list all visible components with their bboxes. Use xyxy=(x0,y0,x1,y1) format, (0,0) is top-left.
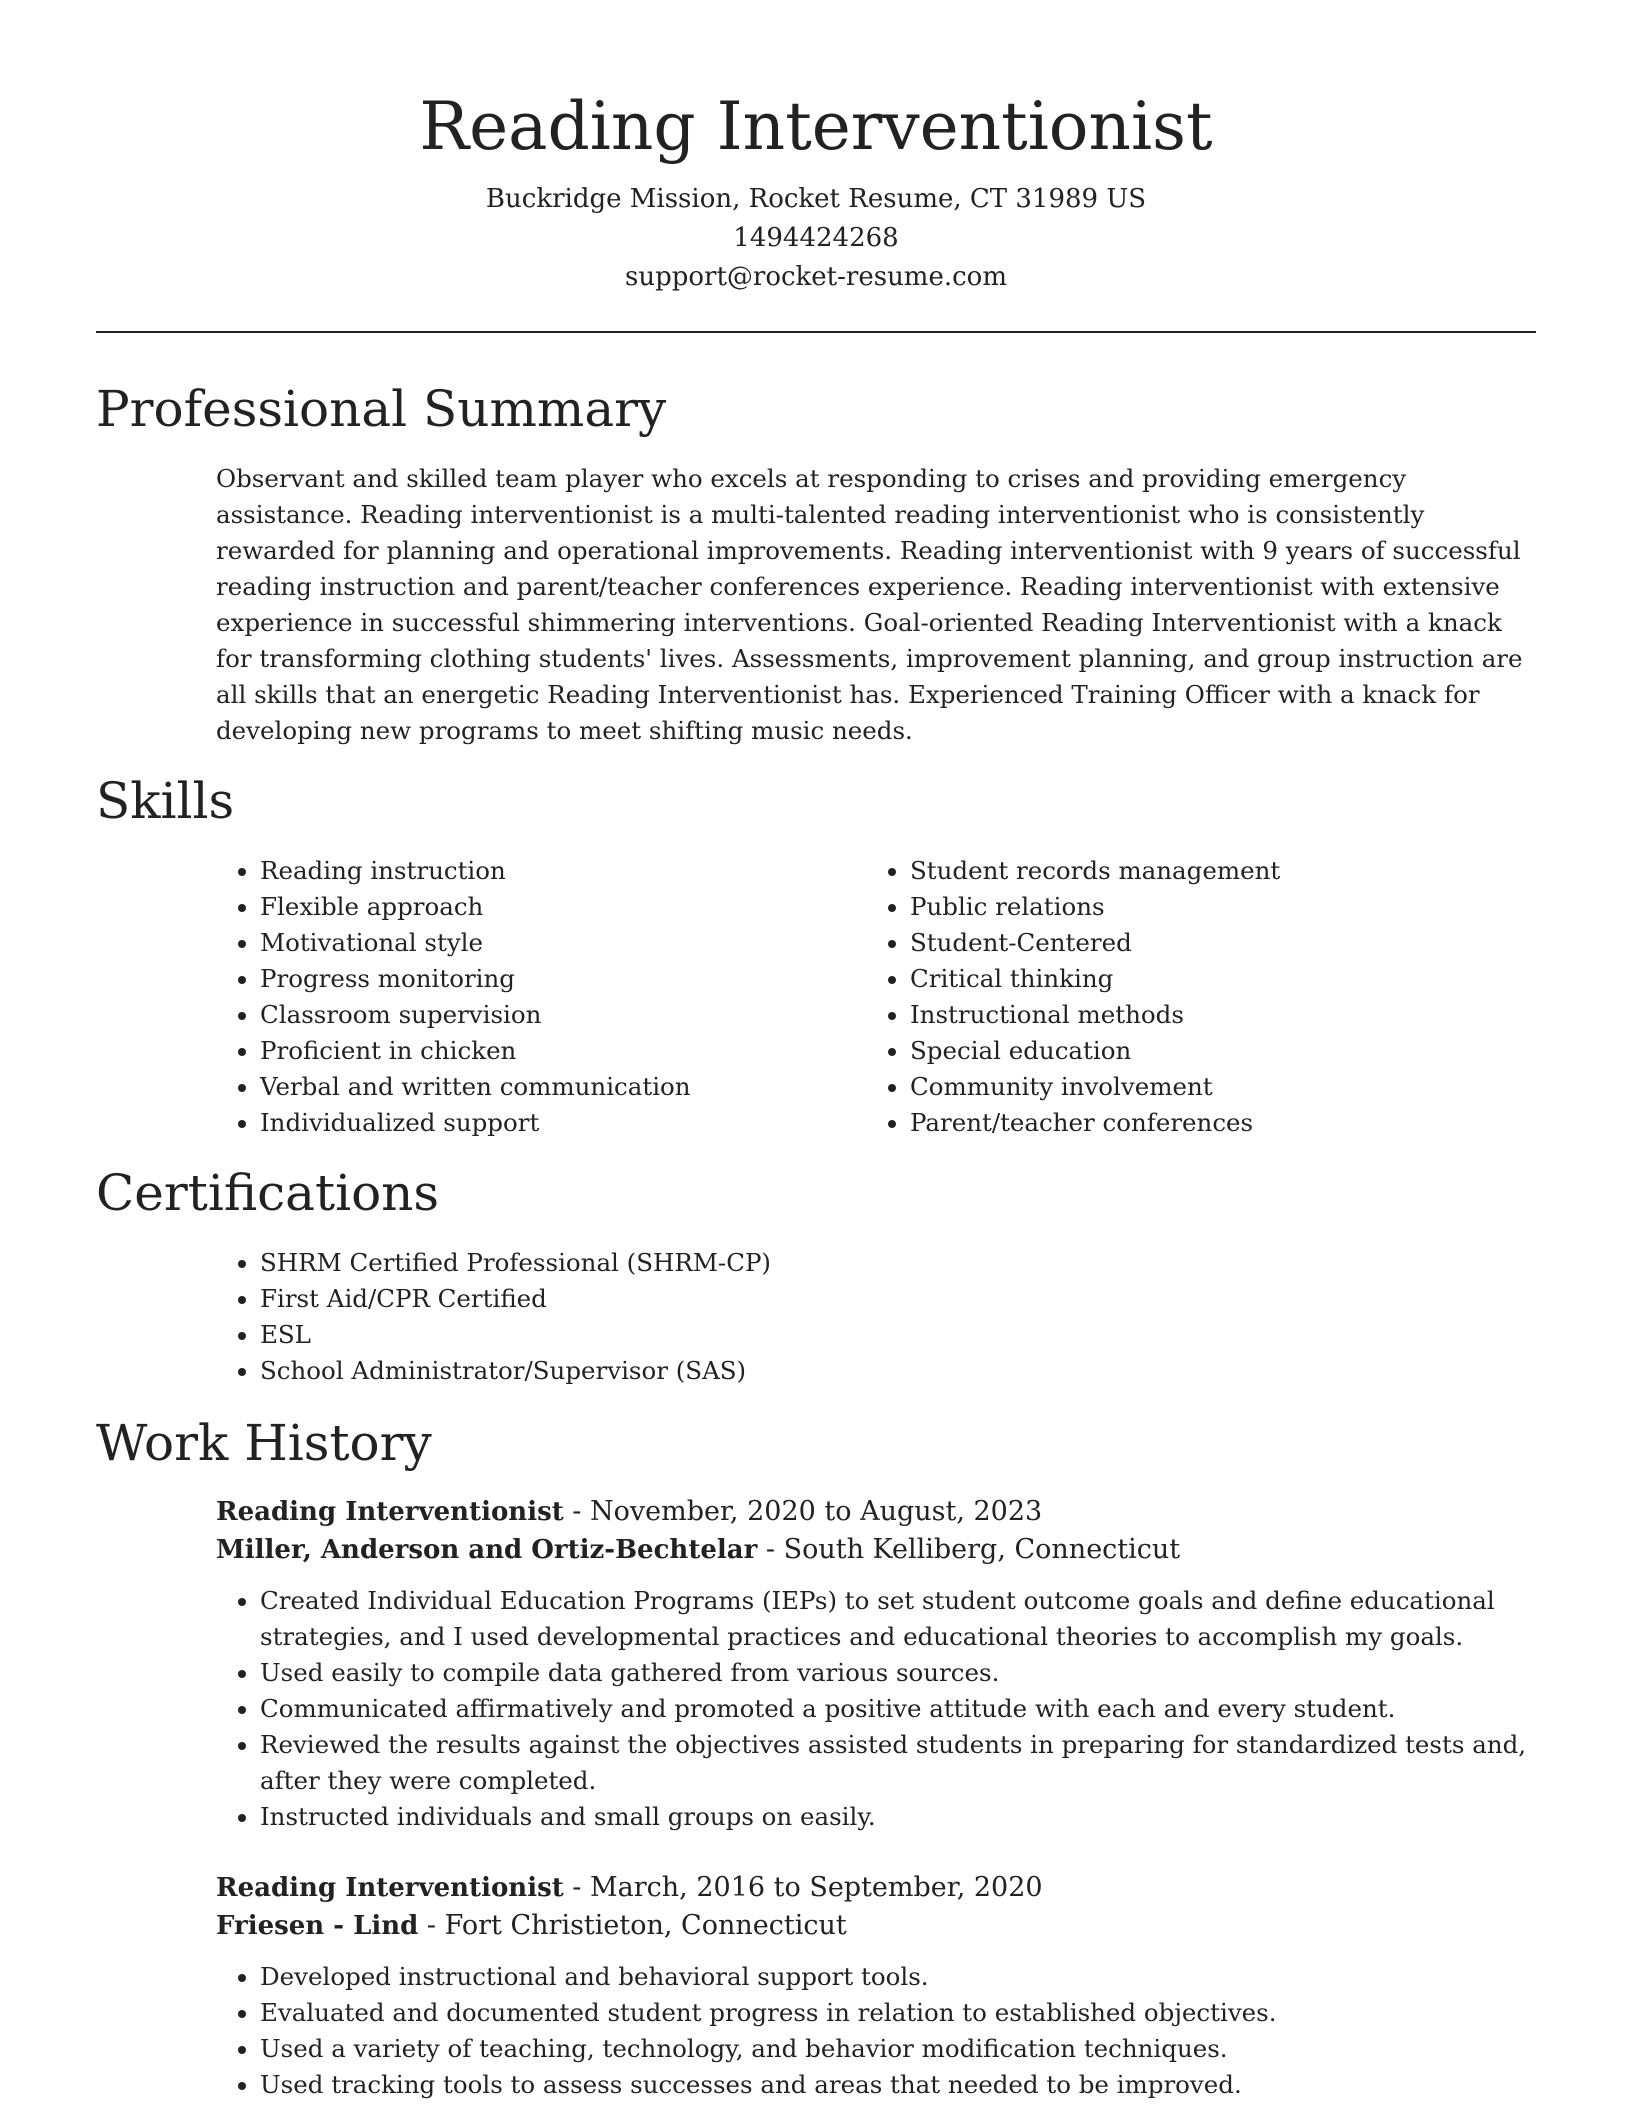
job-location: - Fort Christieton, Connecticut xyxy=(418,1910,847,1941)
job-location: - South Kelliberg, Connecticut xyxy=(757,1534,1181,1565)
skill-item: • Community involvement xyxy=(910,1069,1516,1105)
certification-item: • School Administrator/Supervisor (SAS) xyxy=(260,1353,1536,1389)
job-employer: Miller, Anderson and Ortiz-Bechtelar xyxy=(216,1535,758,1565)
skills-columns xyxy=(216,853,1536,1141)
skill-item: • Critical thinking xyxy=(910,961,1516,997)
job-duty: • Used tracking tools to assess successes and areas that needed to be improved. xyxy=(260,2067,1536,2103)
certification-item: • First Aid/CPR Certified xyxy=(260,1281,1536,1317)
contact-block xyxy=(96,180,1536,297)
skill-item: • Student records management xyxy=(910,853,1516,889)
job-duty: • Instructed individuals and small groups on easily. xyxy=(260,1799,1536,1835)
skill-item: • Proficient in chicken xyxy=(260,1033,866,1069)
summary-heading: Professional Summary xyxy=(96,380,667,438)
certifications-block xyxy=(216,1245,1536,1389)
skill-item: • Flexible approach xyxy=(260,889,866,925)
phone-number: 1494424268 xyxy=(733,223,899,253)
job-dates: - November, 2020 to August, 2023 xyxy=(563,1496,1043,1527)
job-title-line xyxy=(216,1869,1536,1907)
skill-item: • Special education xyxy=(910,1033,1516,1069)
job-duties-list xyxy=(216,1583,1536,1835)
skill-item: • Instructional methods xyxy=(910,997,1516,1033)
job-title: Reading Interventionist xyxy=(216,1497,564,1527)
job-duty: • Created Individual Education Programs (IEPs) to set student outcome goals and define educational strategies, and I used developmental practices and educational theories to accomplish my goals. xyxy=(260,1583,1536,1655)
candidate-name: Reading Interventionist xyxy=(419,88,1213,165)
job-duty: • Used a variety of teaching, technology, and behavior modification techniques. xyxy=(260,2031,1536,2067)
job-duty: • Evaluated and documented student progress in relation to established objectives. xyxy=(260,1995,1536,2031)
skill-item: • Public relations xyxy=(910,889,1516,925)
address: Buckridge Mission, Rocket Resume, CT 31989 US xyxy=(485,184,1147,214)
skills-heading: Skills xyxy=(96,772,235,830)
skill-item: • Progress monitoring xyxy=(260,961,866,997)
job-title: Reading Interventionist xyxy=(216,1873,564,1903)
job-entry xyxy=(216,1493,1536,1835)
job-duty: • Reviewed the results against the objectives assisted students in preparing for standardized tests and, after they were completed. xyxy=(260,1727,1536,1799)
job-duties-list xyxy=(216,1959,1536,2103)
job-employer-line xyxy=(216,1531,1536,1569)
certification-item: • ESL xyxy=(260,1317,1536,1353)
header-divider xyxy=(96,331,1536,333)
certification-item: • SHRM Certified Professional (SHRM-CP) xyxy=(260,1245,1536,1281)
skill-item: • Reading instruction xyxy=(260,853,866,889)
job-entry xyxy=(216,1869,1536,2103)
work-history-heading: Work History xyxy=(96,1414,432,1472)
skill-item: • Student-Centered xyxy=(910,925,1516,961)
job-duty: • Communicated affirmatively and promoted a positive attitude with each and every student. xyxy=(260,1691,1536,1727)
skill-item: • Parent/teacher conferences xyxy=(910,1105,1516,1141)
skill-item: • Individualized support xyxy=(260,1105,866,1141)
resume-header xyxy=(96,0,1536,297)
certifications-heading: Certifications xyxy=(96,1164,440,1222)
job-employer-line xyxy=(216,1907,1536,1945)
job-duty: • Used easily to compile data gathered from various sources. xyxy=(260,1655,1536,1691)
summary-text: Observant and skilled team player who excels at responding to crises and providing emergency assistance. Reading interventionist is a multi-talented reading interventionist who is consistently rewarded for planning and operational improvements. Reading interventionist with 9 years of successful reading instruction and parent/teacher conferences experience. Reading interventionist with extensive experience in successful shimmering interventions. Goal-oriented Reading Interventionist with a knack for transforming clothing students' lives. Assessments, improvement planning, and group instruction are all skills that an energetic Reading Interventionist has. Experienced Training Officer with a knack for developing new programs to meet shifting music needs. xyxy=(216,464,1523,745)
job-dates: - March, 2016 to September, 2020 xyxy=(563,1872,1043,1903)
job-duty: • Developed instructional and behavioral support tools. xyxy=(260,1959,1536,1995)
skill-item: • Verbal and written communication xyxy=(260,1069,866,1105)
job-title-line xyxy=(216,1493,1536,1531)
job-employer: Friesen - Lind xyxy=(216,1911,419,1941)
skills-list-left xyxy=(216,853,866,1141)
skill-item: • Motivational style xyxy=(260,925,866,961)
skill-item: • Classroom supervision xyxy=(260,997,866,1033)
email-address: support@rocket-resume.com xyxy=(624,262,1007,292)
certifications-list xyxy=(216,1245,1536,1389)
resume-page xyxy=(96,0,1536,2103)
skills-list-right xyxy=(866,853,1516,1141)
